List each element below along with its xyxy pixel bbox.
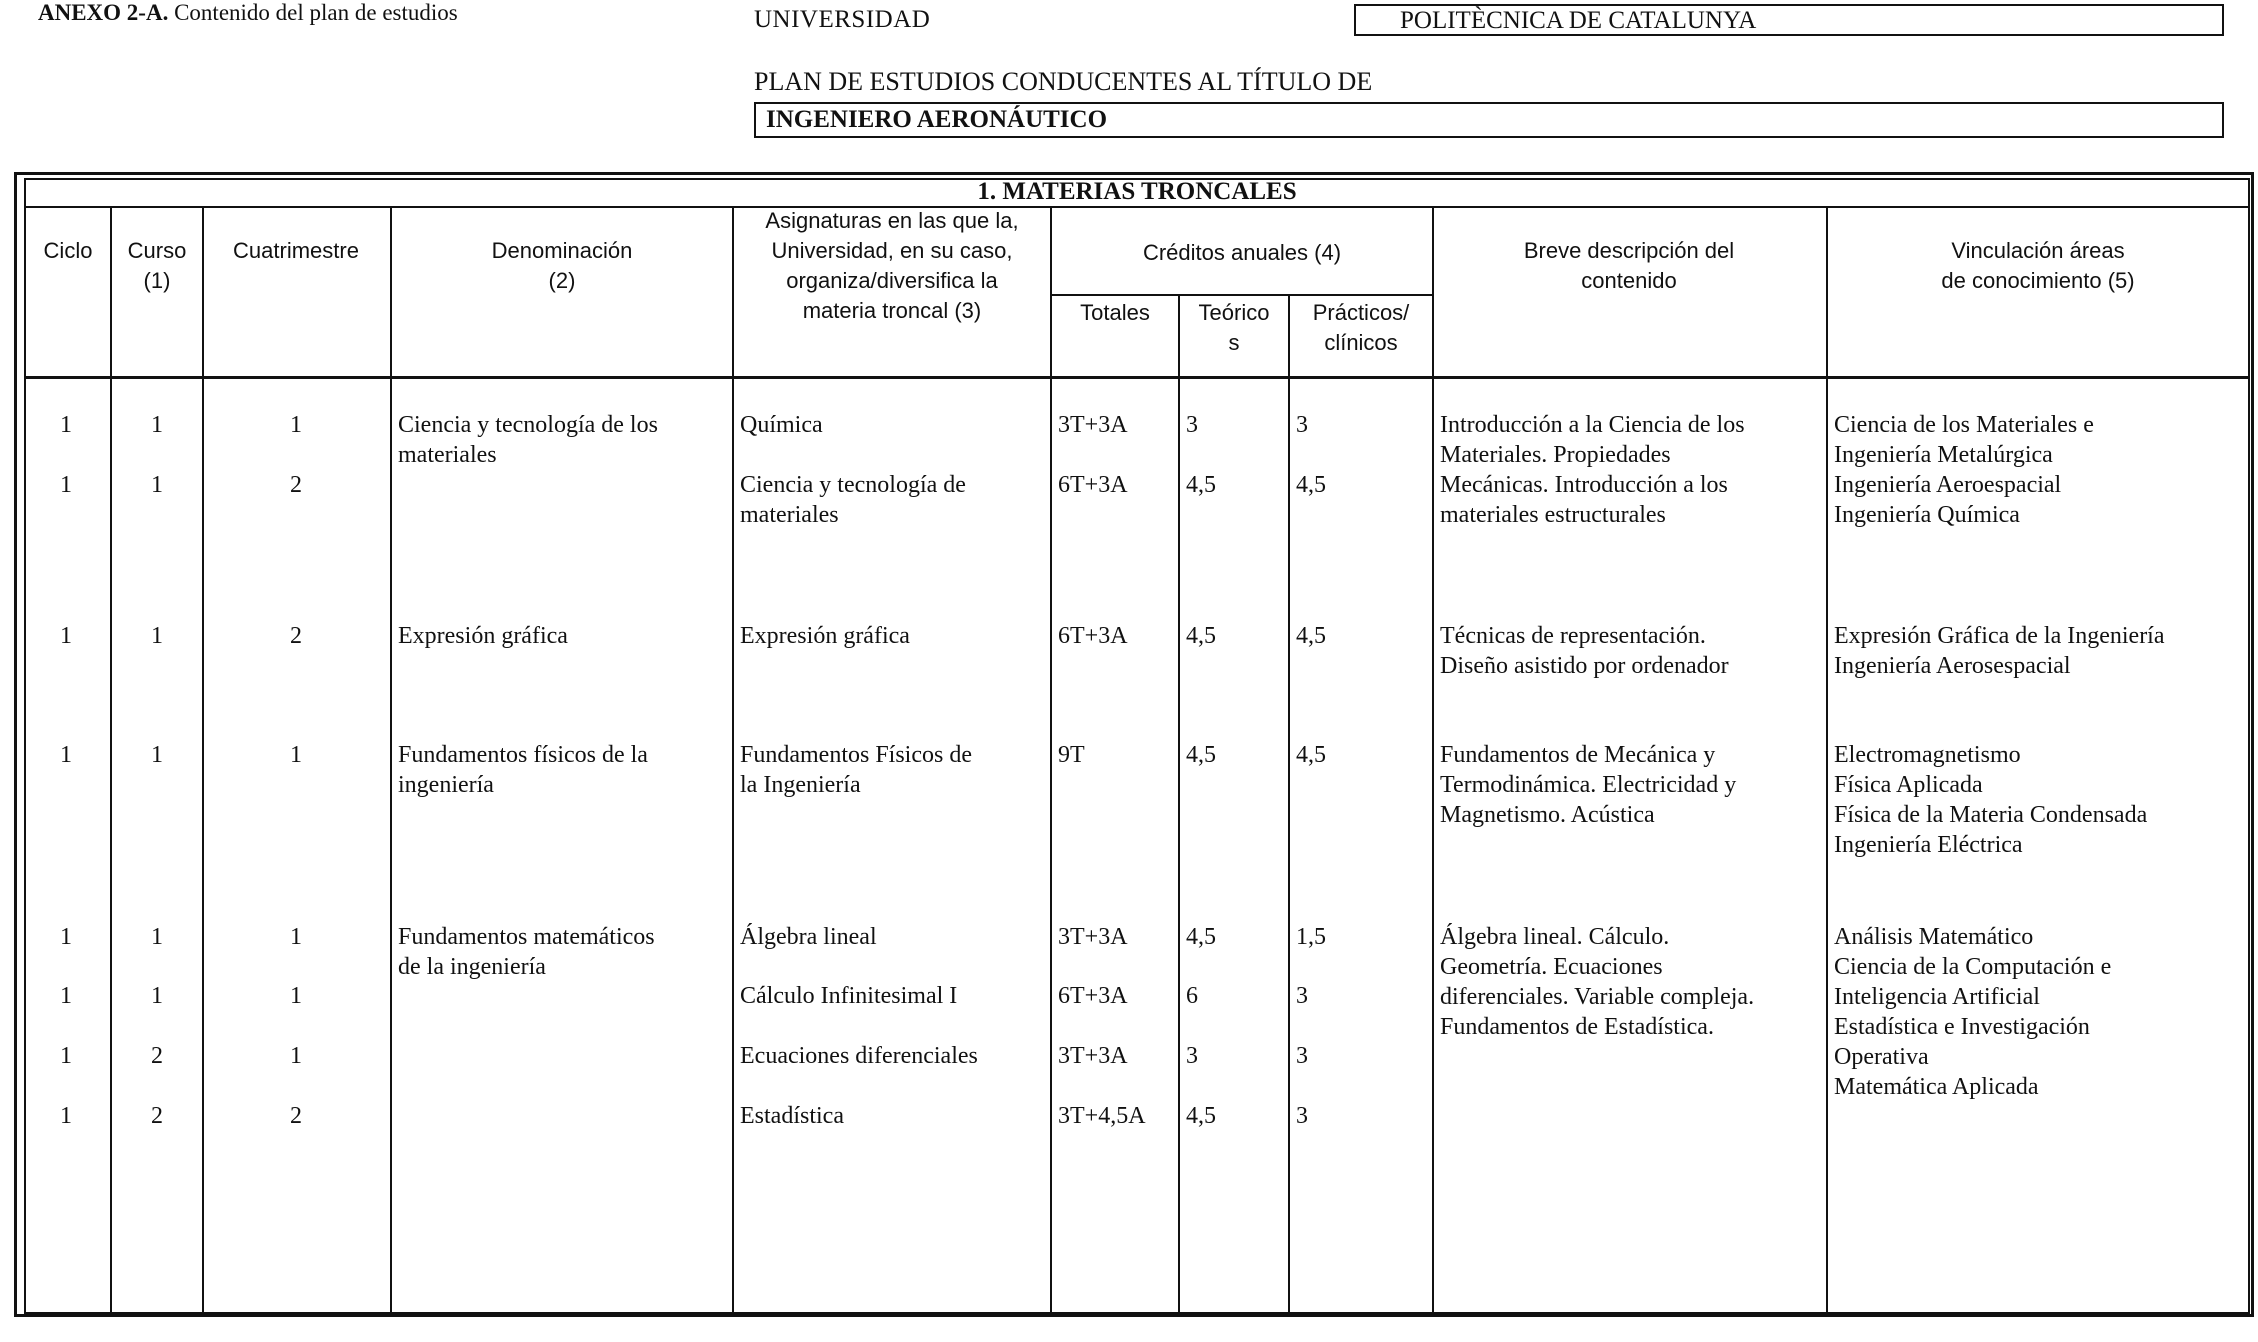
row-practicos-cell: 1,5 [1296, 924, 1326, 950]
row-cuatrimestre-cell: 2 [290, 472, 302, 498]
col-header-practicos: Prácticos/ clínicos [1312, 300, 1410, 355]
row-totales-cell: 3T+4,5A [1058, 1103, 1146, 1129]
row-teoricos-cell: 6 [1186, 983, 1198, 1009]
row-cuatrimestre-cell: 1 [290, 983, 302, 1009]
column-divider [1050, 208, 1052, 1314]
header-divider [24, 376, 2250, 379]
row-curso-cell: 1 [151, 472, 163, 498]
col-header-vinculacion: Vinculación áreas de conocimiento (5) [1941, 238, 2135, 293]
row-totales-cell: 9T [1058, 742, 1085, 768]
row-cuatrimestre-cell: 1 [290, 412, 302, 438]
row-curso-cell: 1 [151, 742, 163, 768]
group-descripcion: Técnicas de representación. Diseño asistido por ordenador [1440, 623, 1729, 679]
row-totales-cell: 6T+3A [1058, 623, 1128, 649]
row-practicos-cell: 3 [1296, 983, 1308, 1009]
col-header-denominacion: Denominación (2) [491, 238, 633, 293]
group-vinculacion: Expresión Gráfica de la Ingeniería Ingeniería Aerosespacial [1834, 623, 2165, 679]
row-ciclo-cell: 1 [60, 1103, 72, 1129]
row-ciclo-cell: 1 [60, 1043, 72, 1069]
col-header-descripcion: Breve descripción del contenido [1523, 238, 1735, 293]
row-curso-cell: 1 [151, 983, 163, 1009]
annex-description: Contenido del plan de estudios [168, 0, 458, 25]
group-denominacion: Ciencia y tecnología de los materiales [398, 412, 658, 468]
column-divider [1288, 296, 1290, 1314]
row-ciclo-cell: 1 [60, 924, 72, 950]
column-divider [1432, 208, 1434, 1314]
degree-title-box: INGENIERO AERONÁUTICO [754, 102, 2224, 138]
col-header-totales: Totales [1080, 300, 1150, 325]
group-denominacion: Fundamentos físicos de la ingeniería [398, 742, 648, 798]
row-asignatura-cell: Expresión gráfica [740, 623, 910, 649]
row-ciclo-cell: 1 [60, 983, 72, 1009]
col-header-curso: Curso (1) [127, 238, 187, 293]
university-name-box: POLITÈCNICA DE CATALUNYA [1354, 4, 2224, 36]
row-ciclo-cell: 1 [60, 742, 72, 768]
col-header-asignaturas: Asignaturas en las que la, Universidad, en su caso, organiza/diversifica la materia troncal (3) [765, 208, 1019, 323]
group-vinculacion: Análisis Matemático Ciencia de la Computación e Inteligencia Artificial Estadística e Investigación Operativa Matemática Aplicada [1834, 924, 2112, 1100]
row-practicos-cell: 4,5 [1296, 623, 1326, 649]
row-teoricos-cell: 4,5 [1186, 472, 1216, 498]
row-curso-cell: 1 [151, 412, 163, 438]
row-totales-cell: 6T+3A [1058, 983, 1128, 1009]
col-header-creditos: Créditos anuales (4) [1142, 240, 1342, 265]
row-cuatrimestre-cell: 1 [290, 1043, 302, 1069]
row-cuatrimestre-cell: 2 [290, 623, 302, 649]
row-asignatura-cell: Ecuaciones diferenciales [740, 1043, 978, 1069]
row-totales-cell: 3T+3A [1058, 1043, 1128, 1069]
group-descripcion: Introducción a la Ciencia de los Materiales. Propiedades Mecánicas. Introducción a los materiales estructurales [1440, 412, 1745, 528]
row-asignatura-cell: Cálculo Infinitesimal I [740, 983, 958, 1009]
group-vinculacion: Electromagnetismo Física Aplicada Física de la Materia Condensada Ingeniería Eléctrica [1834, 742, 2148, 858]
row-cuatrimestre-cell: 1 [290, 924, 302, 950]
university-label: UNIVERSIDAD [754, 6, 931, 33]
plan-label: PLAN DE ESTUDIOS CONDUCENTES AL TÍTULO DE [754, 67, 1373, 96]
row-curso-cell: 2 [151, 1043, 163, 1069]
annex-number: ANEXO 2-A. [38, 0, 169, 25]
annex-label [38, 0, 458, 26]
row-curso-cell: 2 [151, 1103, 163, 1129]
section-title: 1. MATERIAS TRONCALES [24, 178, 2250, 208]
group-descripcion: Fundamentos de Mecánica y Termodinámica. Electricidad y Magnetismo. Acústica [1440, 742, 1737, 828]
row-cuatrimestre-cell: 2 [290, 1103, 302, 1129]
row-asignatura-cell: Ciencia y tecnología de materiales [740, 472, 966, 528]
group-denominacion: Fundamentos matemáticos de la ingeniería [398, 924, 655, 980]
row-teoricos-cell: 4,5 [1186, 924, 1216, 950]
row-practicos-cell: 4,5 [1296, 472, 1326, 498]
col-header-ciclo: Ciclo [43, 238, 93, 263]
row-teoricos-cell: 4,5 [1186, 742, 1216, 768]
group-denominacion: Expresión gráfica [398, 623, 568, 649]
group-descripcion: Álgebra lineal. Cálculo. Geometría. Ecuaciones diferenciales. Variable compleja. Fundamentos de Estadística. [1440, 924, 1755, 1040]
row-totales-cell: 6T+3A [1058, 472, 1128, 498]
group-vinculacion: Ciencia de los Materiales e Ingeniería Metalúrgica Ingeniería Aeroespacial Ingeniería Química [1834, 412, 2094, 528]
row-teoricos-cell: 3 [1186, 412, 1198, 438]
row-teoricos-cell: 3 [1186, 1043, 1198, 1069]
row-totales-cell: 3T+3A [1058, 924, 1128, 950]
row-curso-cell: 1 [151, 924, 163, 950]
row-practicos-cell: 3 [1296, 412, 1308, 438]
row-asignatura-cell: Álgebra lineal [740, 924, 877, 950]
row-practicos-cell: 3 [1296, 1103, 1308, 1129]
row-asignatura-cell: Fundamentos Físicos de la Ingeniería [740, 742, 972, 798]
row-practicos-cell: 4,5 [1296, 742, 1326, 768]
row-curso-cell: 1 [151, 623, 163, 649]
row-teoricos-cell: 4,5 [1186, 623, 1216, 649]
row-asignatura-cell: Estadística [740, 1103, 844, 1129]
row-ciclo-cell: 1 [60, 472, 72, 498]
col-header-teoricos: Teórico s [1198, 300, 1270, 355]
column-divider [390, 208, 392, 1314]
column-divider [1178, 296, 1180, 1314]
row-ciclo-cell: 1 [60, 623, 72, 649]
col-header-cuatrimestre: Cuatrimestre [233, 238, 359, 263]
row-totales-cell: 3T+3A [1058, 412, 1128, 438]
row-cuatrimestre-cell: 1 [290, 742, 302, 768]
column-divider [732, 208, 734, 1314]
row-ciclo-cell: 1 [60, 412, 72, 438]
row-asignatura-cell: Química [740, 412, 823, 438]
row-practicos-cell: 3 [1296, 1043, 1308, 1069]
credits-subheader-divider [1050, 294, 1434, 296]
row-teoricos-cell: 4,5 [1186, 1103, 1216, 1129]
